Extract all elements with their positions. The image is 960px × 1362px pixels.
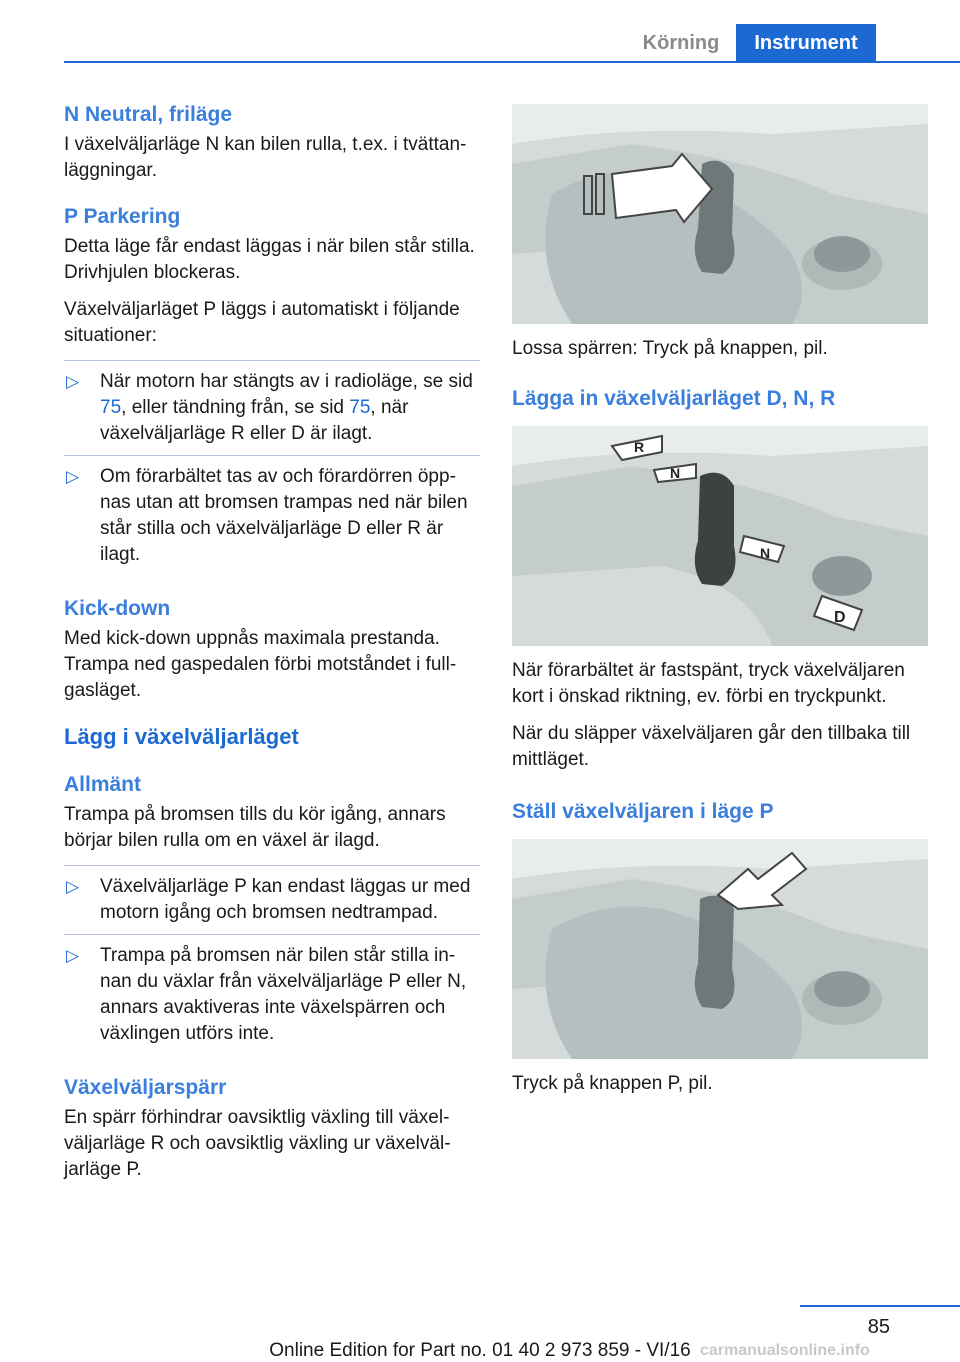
heading-gear-lock: Växelväljarspärr: [64, 1076, 227, 1099]
page-link-75[interactable]: 75: [349, 397, 371, 418]
heading-set-p: Ställ växelväljaren i läge P: [512, 800, 774, 823]
triangle-bullet-icon: ▷: [66, 877, 80, 896]
parking-text-2: Växelväljarläget P läggs i automatiskt i följande situationer:: [64, 299, 460, 346]
kickdown-text: Med kick-down uppnås maximala prestanda. Trampa ned gaspedalen förbi motståndet i fullgasläget.: [64, 628, 457, 701]
parking-bullets: [64, 360, 480, 576]
page-header: [0, 0, 960, 62]
tab-korning[interactable]: Körning: [642, 32, 720, 54]
fig2-label-n2: N: [760, 545, 771, 561]
general-text: Trampa på bromsen tills du kör igång, annars börjar bilen rulla om en växel är ilagd.: [64, 804, 446, 851]
shift-text-1: När förarbältet är fastspänt, tryck växelväljaren kort i önskad riktning, ev. förbi en tryckpunkt.: [512, 660, 905, 707]
shift-text-2: När du släpper växelväljaren går den tillbaka till mittläget.: [512, 723, 911, 770]
bullet-text: , eller tändning från, se sid: [121, 397, 350, 418]
triangle-bullet-icon: ▷: [66, 372, 80, 391]
list-item: [64, 360, 480, 455]
heading-engage-dnr: Lägga in växelväljarläget D, N, R: [512, 387, 836, 410]
bullet-text: Om förarbältet tas av och förardörren öppnas utan att bromsen trampas ned när bilen står stilla och växelväljarläge D eller R är ilagt.: [100, 466, 468, 565]
figure-shift-directions: [512, 426, 928, 646]
figure-1-caption: Lossa spärren: Tryck på knappen, pil.: [512, 338, 828, 359]
general-bullets: [64, 865, 480, 1055]
fig2-label-d: D: [834, 609, 846, 626]
heading-kickdown: Kick-down: [64, 597, 171, 620]
triangle-bullet-icon: ▷: [66, 946, 80, 965]
footer-divider: [800, 1305, 960, 1307]
bullet-text: Trampa på bromsen när bilen står stilla innan du växlar från växelväljarläge P eller N, annars avaktiveras inte växelspärren och växlingen utförs inte.: [100, 945, 467, 1044]
bullet-text: , när växelväljarläge R eller D är ilagt.: [100, 397, 409, 444]
right-column: [512, 104, 928, 1108]
heading-neutral: N Neutral, friläge: [64, 103, 233, 126]
figure-release-lock: [512, 104, 928, 324]
triangle-bullet-icon: ▷: [66, 467, 80, 486]
page-link-75[interactable]: 75: [100, 397, 122, 418]
heading-general: Allmänt: [64, 773, 142, 796]
bullet-text: Växelväljarläge P kan endast läggas ur med motorn igång och bromsen nedtrampad.: [100, 876, 471, 923]
fig2-label-n1: N: [670, 465, 681, 481]
bullet-text: När motorn har stängts av i radioläge, se sid: [100, 371, 473, 392]
neutral-text: I växelväljarläge N kan bilen rulla, t.ex. i tvättanläggningar.: [64, 134, 467, 181]
heading-select-gear: Lägg i växelväljarläget: [64, 724, 299, 749]
edition-text: Online Edition for Part no. 01 40 2 973 859 - VI/16: [269, 1340, 691, 1361]
heading-parking: P Parkering: [64, 205, 181, 228]
parking-text-1: Detta läge får endast läggas i när bilen står stilla. Drivhjulen blockeras.: [64, 236, 475, 283]
header-divider: [64, 61, 960, 63]
watermark: carmanualsonline.info: [700, 1342, 870, 1359]
list-item: [64, 934, 480, 1055]
tab-instrument[interactable]: Instrument: [736, 24, 876, 62]
fig2-label-r: R: [634, 439, 645, 455]
page-number: 85: [867, 1316, 890, 1338]
gear-lock-text: En spärr förhindrar oavsiktlig växling till växelväljarläge R och oavsiktlig växling ur växelväljarläge P.: [64, 1107, 451, 1180]
left-column: [64, 100, 480, 1194]
figure-3-caption: Tryck på knappen P, pil.: [512, 1073, 713, 1094]
list-item: [64, 865, 480, 934]
figure-button-p: [512, 839, 928, 1059]
list-item: [64, 455, 480, 576]
